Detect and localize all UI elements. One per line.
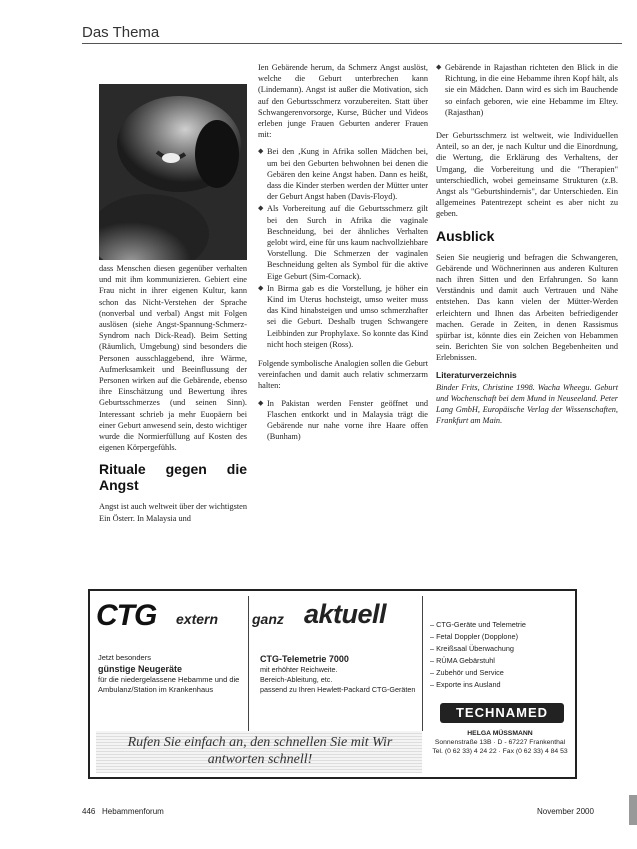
ad-product-item: – Kreißsaal Überwachung	[430, 643, 526, 655]
literature-entry: Binder Frits, Christine 1998. Wacha Wheegu. Geburt und Wochenschaft bei dem Mund in Neuseeland. Peter Lang GmbH, Europäische Verlag der Wissenschaften, Frankfurt am Main.	[436, 382, 618, 426]
literature-heading: Literaturverzeichnis	[436, 369, 517, 380]
body-paragraph: Folgende symbolische Analogien sollen die Geburt vereinfachen und damit auch relativ schmerzarm halten:	[258, 359, 428, 391]
ad-product-item: – Exporte ins Ausland	[430, 679, 526, 691]
ad-extern-text: extern	[176, 611, 219, 627]
bullet-item: ◆ Als Vorbereitung auf die Geburtsschmerz gilt bei den Surch in Afrika die vaginale Beschneidung, bei der ähnliches Verhalten gelobt wird, eine für uns kaum nachvollziehbare Vorstellung. Die Schmerzen der vaginalen Beschneidung gelten als Symbol für die aktive Eige Geburt (Sim-Cornack).	[258, 203, 428, 281]
page-number: 446	[82, 807, 96, 816]
ad-telemetry-line: Bereich-Ableitung, etc.	[260, 675, 333, 684]
ad-street: Sonnenstraße 13B · D - 67227 Frankenthal	[434, 739, 566, 746]
ad-divider	[248, 596, 249, 731]
ad-telemetry-headline: CTG-Telemetrie 7000	[260, 654, 349, 664]
ad-product-item: – CTG-Geräte und Telemetrie	[430, 619, 526, 631]
ad-telemetry-block	[260, 653, 416, 695]
bullet-item: ◆ Bei den ‚Kung in Afrika sollen Mädchen bei, um bei den Geburten behwohnen bei denen die Gebären den keine Angst haben. Dann es heißt, dass die Kinder sterben werden der Mütter unter der Geburt Angst haben (Davis-Floyd).	[258, 146, 428, 202]
bullet-list	[258, 146, 428, 350]
subheading-ausblick: Ausblick	[436, 227, 495, 244]
subheading-rituale: Rituale gegen die Angst	[99, 461, 247, 494]
bullet-item: ◆ Gebärende in Rajasthan richteten den Blick in die Richtung, in die eine Hebamme ihren Kopf hält, als sie ein Mädchen. Dann wird es sich im Bauchende so einfach geboren, wie eine Hebamme im Eltey. (Rajasthan)	[436, 62, 618, 118]
column-1	[99, 263, 247, 530]
article-photo	[99, 84, 247, 260]
bullet-list	[258, 398, 428, 443]
ad-product-item: – RÜMA Gebärstuhl	[430, 655, 526, 667]
ad-divider	[422, 596, 423, 731]
header-rule	[82, 43, 622, 44]
ad-offer-intro: Jetzt besonders	[98, 653, 151, 662]
bullet-item: ◆ In Birma gab es die Vorstellung, je höher ein Kind im Uterus hochsteigt, umso weiter muss das Kind hinabsteigen und umso schmerzhafter sei die Geburt. Deshalb trugen Schwangere Leibbinden zur Prophylaxe. So konnte das Kind nicht hoch steigen (Ross).	[258, 283, 428, 350]
ad-company-name: HELGA MÜSSMANN	[467, 730, 533, 737]
ad-ganz-text: ganz	[252, 611, 284, 627]
ad-telemetry-line: mit erhöhter Reichweite.	[260, 665, 338, 674]
ad-ctg-logo: CTG	[96, 599, 157, 632]
journal-name: Hebammenforum	[102, 807, 164, 816]
ad-product-item: – Zubehör und Service	[430, 667, 526, 679]
ad-product-item: – Fetal Doppler (Dopplone)	[430, 631, 526, 643]
body-paragraph: Der Geburtsschmerz ist weltweit, wie Individuellen Anteil, so an der, je nach Kultur und die Einordnung, die Wertung, die Erklärung des Verhaltens, der Umgang, die Vorbereitung und die "Therapien" unterschiedlich, wobei gemeinsame Strukturen (z.B. Angst als "Geburtshindernis", dar Unterschieden. Ein allgemeines Patentrezept scheint es aber nicht zu geben.	[436, 131, 618, 219]
section-label: Das Thema	[82, 24, 160, 41]
footer-left	[82, 807, 164, 816]
ad-offer-text: für die niedergelassene Hebamme und die Ambulanz/Station im Krankenhaus	[98, 675, 240, 694]
column-3	[436, 62, 618, 427]
bullet-list	[436, 62, 618, 118]
body-paragraph: Angst ist auch weltweit über der wichtigsten Ein Österr. In Malaysia und	[99, 502, 247, 523]
page-edge-marker	[629, 795, 637, 825]
bullet-item: ◆ In Pakistan werden Fenster geöffnet und Flaschen entkorkt und in Malaysia trägt die Gebärende nur nahe vorne ihre Haare offen (Bunham)	[258, 398, 428, 443]
photo-image	[99, 84, 247, 260]
ad-aktuell-text: aktuell	[304, 599, 387, 629]
ad-offer-block	[98, 653, 242, 695]
ad-address	[430, 729, 570, 756]
ad-telemetry-line: passend zu Ihren Hewlett-Packard CTG-Geräten	[260, 685, 416, 694]
ad-slogan: Rufen Sie einfach an, den schnellen Sie mit Wir antworten schnell!	[127, 735, 393, 767]
column-2	[258, 62, 428, 444]
ad-product-list	[430, 619, 526, 691]
body-paragraph: dass Menschen diesen gegenüber verhalten und mit ihm kommunizieren. Gebiert eine Frau nicht in ihrer eigenen Kultur, kann schon das Nicht-Verstehen der Sprache (nonverbal und verbal) Angst mit Folgen auslösen (siehe Angst-Spannung-Schmerz-Syndrom nach Dick-Read). Beim Setting (Räumlich, Umgebung) sind besonders die Personen ausschlaggebend, ihre Wärme, Aufmerksamkeit und Beeinflussung der Personen wirken auf die Gebärende, ebenso ihre Einschätzung und Bewertung ihres Geburtsschmerzes (und seinen Sinn). Interessant schrieb ja mehr Euopäern bei einer Geburt anwesend sein, desto wichtiger wurde die Normierfüllung auf Kosten des eigenen Körpergefühls.	[99, 264, 247, 453]
footer-date: November 2000	[537, 807, 594, 816]
technamed-logo: TECHNAMED	[440, 703, 564, 723]
ad-offer-headline: günstige Neugeräte	[98, 664, 183, 674]
body-paragraph: Ien Gebärende herum, da Schmerz Angst auslöst, welche die Geburt unterbrechen kann (Lindemann). Angst ist außer die Motivation, sich auf den Geburtsschmerz vorzubereiten. Statt über Schwangerenvorsorge, Kurse, Bücher und Videos erleben junge Frauen Geburten anderer Frauen mit:	[258, 63, 428, 140]
body-paragraph: Seien Sie neugierig und befragen die Schwangeren, Gebärende und Wöchnerinnen aus anderen Kulturen nach ihren Sitten und den Erfahrungen. So kann Verständnis und damit auch Vertrauen und Nähe entstehen. Das kann vielen der Mütter-Werden erleichtern und Ihnen das Arbeiten befriedigender machen. Gerade in Zeiten, in denen Rassismus spürbar ist, könnte dies ein Zeichen von Hebammen sein. Berichten Sie von solchen Begebenheiten und Erlebnissen.	[436, 252, 618, 363]
advertisement[interactable]	[88, 589, 577, 779]
ad-phone: Tel. (0 62 33) 4 24 22 · Fax (0 62 33) 4 84 53	[432, 748, 568, 755]
